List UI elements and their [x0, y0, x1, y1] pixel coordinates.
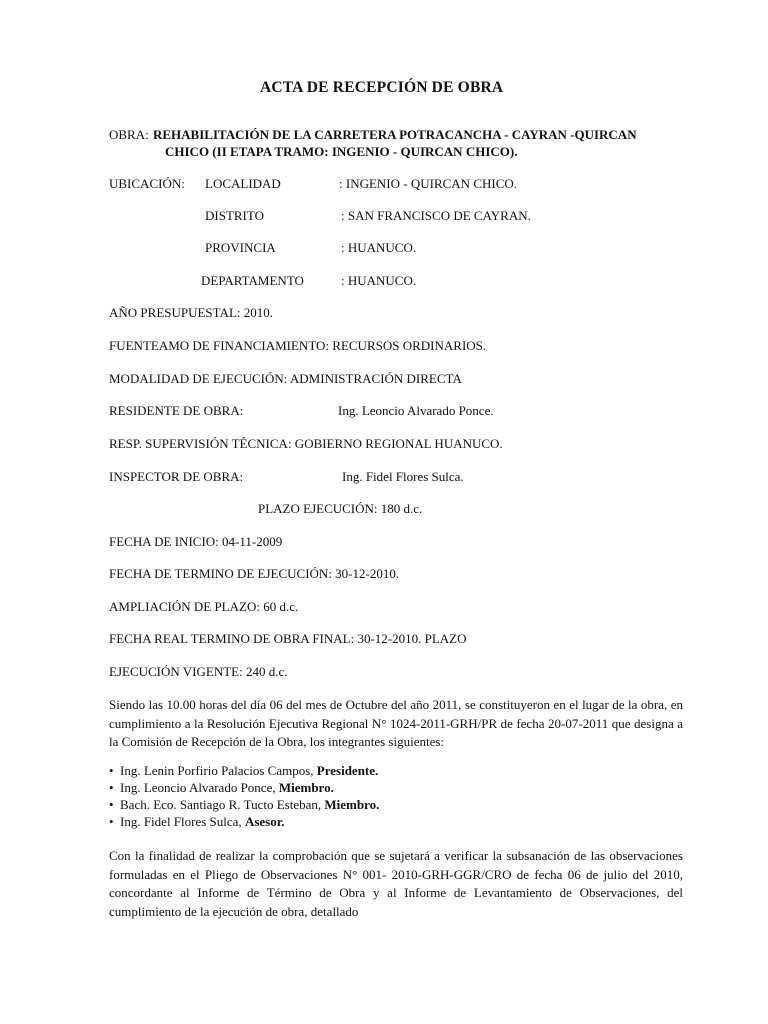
paragraph-finalidad: Con la finalidad de realizar la comprobación que se sujetará a verificar la subsanación de las observaciones formuladas en el Pliego de Observaciones N° 001- 2010-GRH-GGR/CRO de fecha 06 de julio del 2010, concordante al Informe de Término de Obra y al Informe de Levantamiento de Observaciones, del cumplimiento de la ejecución de obra, detallado [109, 848, 683, 919]
inspector-value: Ing. Fidel Flores Sulca. [342, 469, 464, 484]
ejecucion-vigente: EJECUCIÓN VIGENTE: 240 d.c. [109, 664, 288, 679]
provincia-value: : HUANUCO. [341, 240, 417, 255]
member-name: Ing. Lenin Porfirio Palacios Campos, [120, 763, 317, 778]
obra-line-1: REHABILITACIÓN DE LA CARRETERA POTRACANCHA - CAYRAN -QUIRCAN [153, 127, 637, 142]
departamento-label: DEPARTAMENTO [201, 273, 304, 288]
bullet: • [109, 763, 114, 778]
paragraph-constitucion: Siendo las 10.00 horas del día 06 del mes de Octubre del año 2011, se constituyeron en el lugar de la obra, en cumplimiento a la Resolución Ejecutiva Regional N° 1024-2011-GRH/PR de fecha 20-07-2011 que designa a la Comisión de Recepción de la Obra, los integrantes siguientes: [109, 697, 683, 749]
bullet: • [109, 814, 114, 829]
member-role: Miembro. [278, 780, 334, 795]
member-role: Presidente. [316, 763, 379, 778]
anio-presupuestal: AÑO PRESUPUESTAL: 2010. [109, 305, 274, 320]
member-list-item [109, 813, 285, 831]
inspector-label: INSPECTOR DE OBRA: [109, 469, 244, 484]
fecha-inicio: FECHA DE INICIO: 04-11-2009 [109, 534, 283, 549]
member-list-item [109, 796, 379, 814]
departamento-value: : HUANUCO. [341, 273, 417, 288]
fecha-termino: FECHA DE TERMINO DE EJECUCIÓN: 30-12-2010. [109, 566, 400, 581]
plazo-ejecucion: PLAZO EJECUCIÓN: 180 d.c. [258, 501, 423, 516]
member-name: Ing. Fidel Flores Sulca, [120, 814, 245, 829]
distrito-value: : SAN FRANCISCO DE CAYRAN. [341, 208, 531, 223]
ampliacion-plazo: AMPLIACIÓN DE PLAZO: 60 d.c. [109, 599, 299, 614]
bullet: • [109, 780, 114, 795]
ubicacion-label: UBICACIÓN: [109, 176, 185, 191]
localidad-value: : INGENIO - QUIRCAN CHICO. [339, 176, 518, 191]
distrito-label: DISTRITO [205, 208, 264, 223]
residente-value: Ing. Leoncio Alvarado Ponce. [338, 403, 494, 418]
member-name: Ing. Leoncio Alvarado Ponce, [120, 780, 279, 795]
bullet: • [109, 797, 114, 812]
member-role: Asesor. [244, 814, 285, 829]
modalidad-ejecucion: MODALIDAD DE EJECUCIÓN: ADMINISTRACIÓN DIRECTA [109, 371, 462, 386]
member-role: Miembro. [324, 797, 380, 812]
localidad-label: LOCALIDAD [205, 176, 281, 191]
member-list-item [109, 779, 334, 797]
obra-line-2: CHICO (II ETAPA TRAMO: INGENIO - QUIRCAN CHICO). [165, 144, 518, 159]
obra-label: OBRA: [109, 127, 149, 142]
member-list-item [109, 762, 378, 780]
document-title: ACTA DE RECEPCIÓN DE OBRA [260, 79, 504, 96]
fuente-financiamiento: FUENTEAMO DE FINANCIAMIENTO: RECURSOS ORDINARIOS. [109, 338, 487, 353]
residente-label: RESIDENTE DE OBRA: [109, 403, 244, 418]
provincia-label: PROVINCIA [205, 240, 276, 255]
fecha-real-termino: FECHA REAL TERMINO DE OBRA FINAL: 30-12-2010. PLAZO [109, 631, 467, 646]
member-name: Bach. Eco. Santiago R. Tucto Esteban, [120, 797, 325, 812]
supervision-tecnica: RESP. SUPERVISIÓN TÉCNICA: GOBIERNO REGIONAL HUANUCO. [109, 436, 503, 451]
